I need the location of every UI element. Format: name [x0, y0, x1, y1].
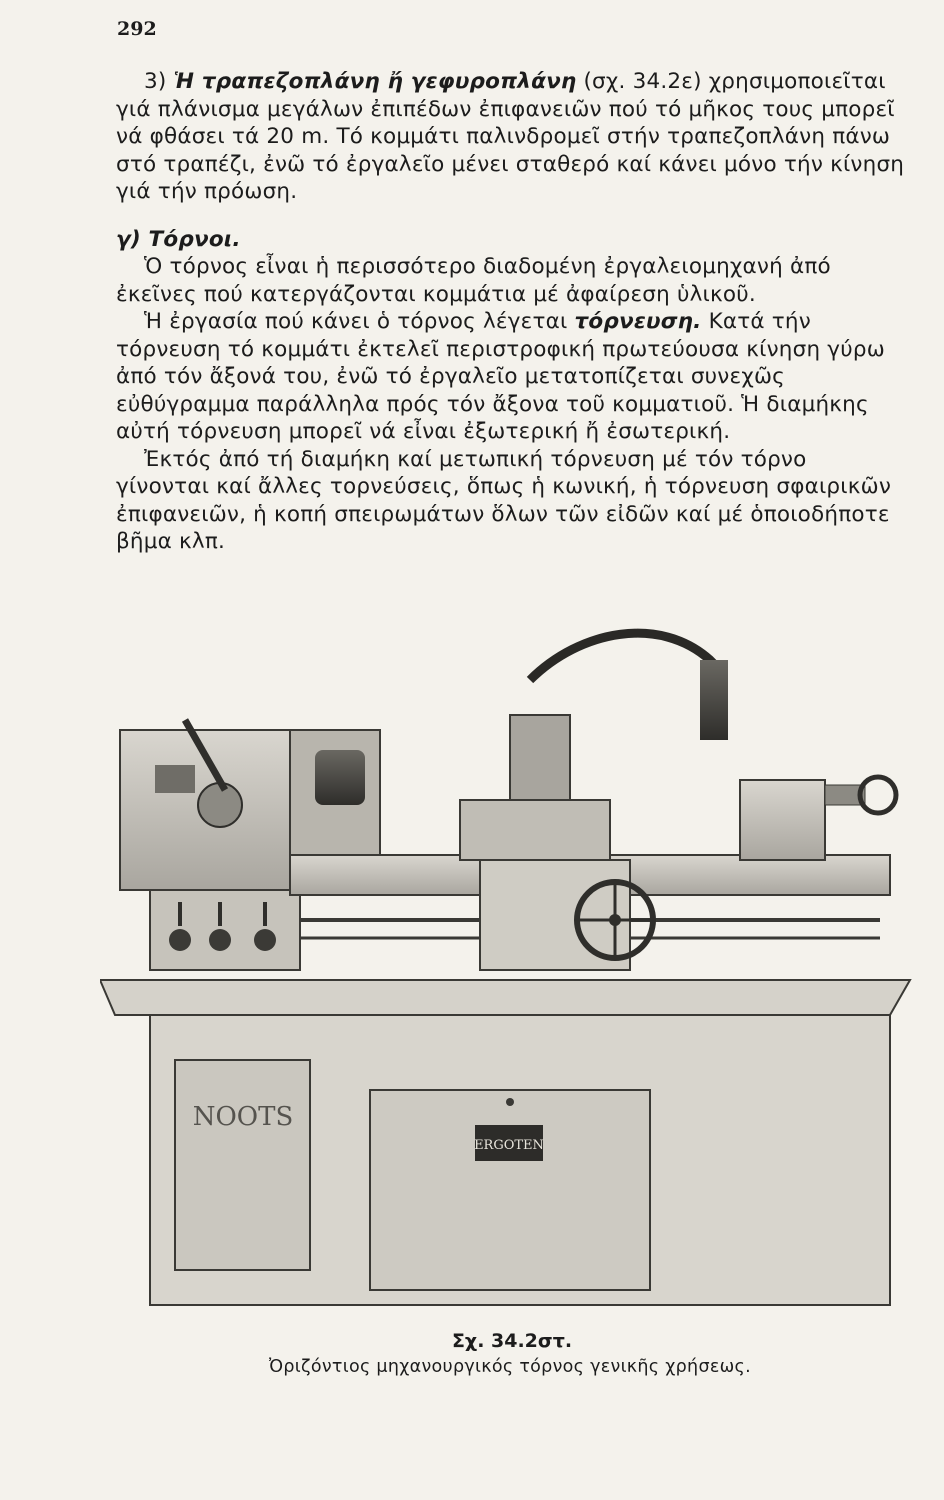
paragraph-other-turning: Ἐκτός ἀπό τή διαμήκη καί μετωπική τόρνευση μέ τόν τόρνο γίνονται καί ἄλλες τορνεύσεις, ὅπως ἡ κωνική, ἡ τόρνευση σφαιρικῶν ἐπιφανειῶν, ἡ κοπή σπειρωμάτων ὅλων τῶν εἰδῶν καί μέ ὁποιοδήποτε βῆμα κλπ. [116, 446, 892, 554]
paragraph-turning [116, 308, 906, 446]
headstock-knob [198, 783, 242, 827]
figure-caption-text: Ὀριζόντιος μηχανουργικός τόρνος γενικῆς χρήσεως. [269, 1357, 751, 1377]
item-prefix: 3) [144, 69, 174, 94]
lathe-illustration [100, 620, 920, 1320]
page-number: 292 [117, 18, 157, 40]
gearbox [150, 890, 300, 970]
figure-caption-number: Σχ. 34.2στ. [451, 1330, 573, 1352]
coolant-hose [530, 633, 718, 680]
coolant-nozzle-holder [700, 660, 728, 740]
carriage [460, 800, 610, 860]
lathe-figure [100, 620, 920, 1320]
paragraph-planer [116, 68, 906, 206]
term-planer: Ἡ τραπεζοπλάνη ἤ γεφυροπλάνη [173, 69, 577, 94]
cabinet-panel [370, 1090, 650, 1290]
planer-description: (σχ. 34.2ε) χρησιμοποιεῖται γιά πλάνισμα μεγάλων ἐπιπέδων ἐπιφανειῶν πού τό μῆκος τους μπορεῖ νά φθάσει τά 20 m. Τό κομμάτι παλινδρομεῖ στήν τραπεζοπλάνη πάνω στό τραπέζι, ἐνῶ τό ἐργαλεῖο μένει σταθερό καί κάνει μόνο τήν κίνηση γιά τήν πρόωση. [116, 69, 905, 204]
maker-badge-label: ERGOTEN [474, 1138, 544, 1153]
section-heading-lathes: γ) Τόρνοι. [116, 226, 241, 252]
tool-post [510, 715, 570, 800]
paragraph-lathe-intro: Ὁ τόρνος εἶναι ἡ περισσότερο διαδομένη ἐργαλειομηχανή ἀπό ἐκεῖνες πού κατεργάζονται κομμάτια μέ ἀφαίρεση ὑλικοῦ. [116, 254, 831, 307]
body-text [116, 68, 906, 556]
spindle-chuck [315, 750, 365, 805]
cabinet-label: NOOTS [192, 1102, 294, 1132]
tailstock [740, 780, 825, 860]
term-turning: τόρνευση. [574, 309, 702, 334]
turning-text-before: Ἡ ἐργασία πού κάνει ὁ τόρνος λέγεται [144, 309, 575, 334]
turning-text-after: Κατά τήν τόρνευση τό κομμάτι ἐκτελεῖ περιστροφική πρωτεύουσα κίνηση γύρω ἀπό τόν ἄξονά του, ἐνῶ τό ἐργαλεῖο μετατοπίζεται συνεχῶς εὐθύγραμμα παράλληλα πρός τόν ἄξονα τοῦ κομματιοῦ. Ἡ διαμήκης αὐτή τόρνευση μπορεῖ νά εἶναι ἐξωτερική ἤ ἐσωτερική. [116, 309, 885, 444]
cabinet-door [175, 1060, 310, 1270]
chip-tray [100, 980, 910, 1015]
apron [480, 860, 630, 970]
